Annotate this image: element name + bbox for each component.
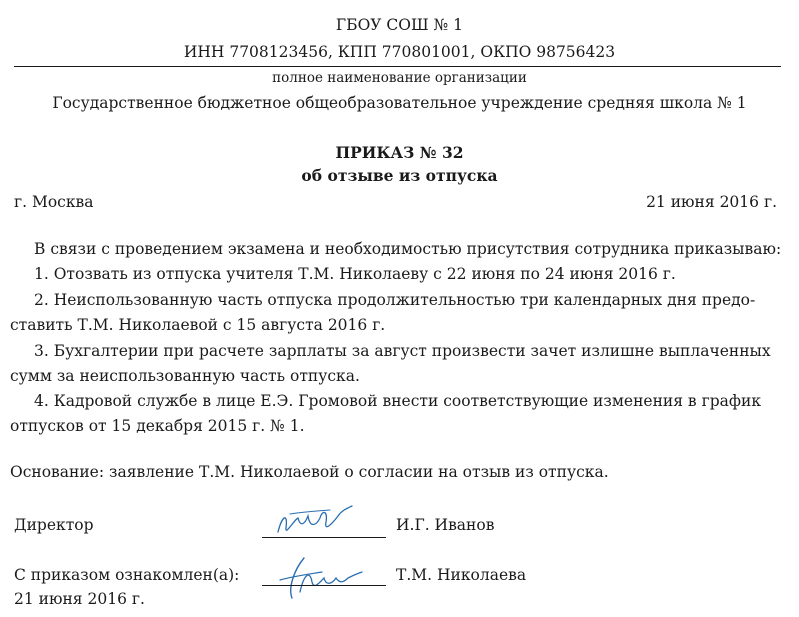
clause-2-line-2: ставить Т.М. Николаевой с 15 августа 2016 г.	[10, 316, 386, 334]
order-subtitle: об отзыве из отпуска	[301, 166, 498, 185]
clause-4-line-2: отпусков от 15 декабря 2015 г. № 1.	[10, 417, 305, 435]
org-short-name: ГБОУ СОШ № 1	[335, 16, 464, 34]
intro-paragraph: В связи с проведением экзамена и необходимостью присутствия сотрудника приказываю:	[34, 240, 782, 258]
ack-date: 21 июня 2016 г.	[14, 590, 145, 608]
order-title: ПРИКАЗ № 32	[335, 143, 464, 162]
clause-1: 1. Отозвать из отпуска учителя Т.М. Николаеву с 22 июня по 24 июня 2016 г.	[34, 265, 676, 283]
header-divider	[14, 66, 781, 67]
clause-3-line-1: 3. Бухгалтерии при расчете зарплаты за август произвести зачет излишне выплаченных	[34, 342, 771, 360]
org-codes: ИНН 7708123456, КПП 770801001, ОКПО 98756423	[183, 43, 616, 61]
order-date: 21 июня 2016 г.	[646, 193, 777, 211]
order-city: г. Москва	[14, 193, 94, 211]
org-full-name: Государственное бюджетное общеобразовательное учреждение средняя школа № 1	[52, 94, 747, 112]
clause-3-line-2: сумм за неиспользованную часть отпуска.	[10, 367, 360, 385]
director-name: И.Г. Иванов	[396, 516, 495, 534]
clause-2-line-1: 2. Неиспользованную часть отпуска продолжительностью три календарных дня предо-	[34, 291, 756, 309]
clause-4-line-1: 4. Кадровой службе в лице Е.Э. Громовой внести соответствующие изменения в график	[34, 392, 762, 410]
director-signature-line	[262, 537, 386, 538]
ack-signature-image	[270, 552, 366, 604]
ack-name: Т.М. Николаева	[396, 566, 527, 584]
director-signature-image	[272, 502, 362, 542]
ack-label: С приказом ознакомлен(а):	[14, 566, 240, 584]
basis-line: Основание: заявление Т.М. Николаевой о согласии на отзыв из отпуска.	[10, 463, 609, 481]
ack-signature-line	[262, 585, 386, 586]
org-caption: полное наименование организации	[272, 70, 527, 86]
director-label: Директор	[14, 516, 94, 534]
